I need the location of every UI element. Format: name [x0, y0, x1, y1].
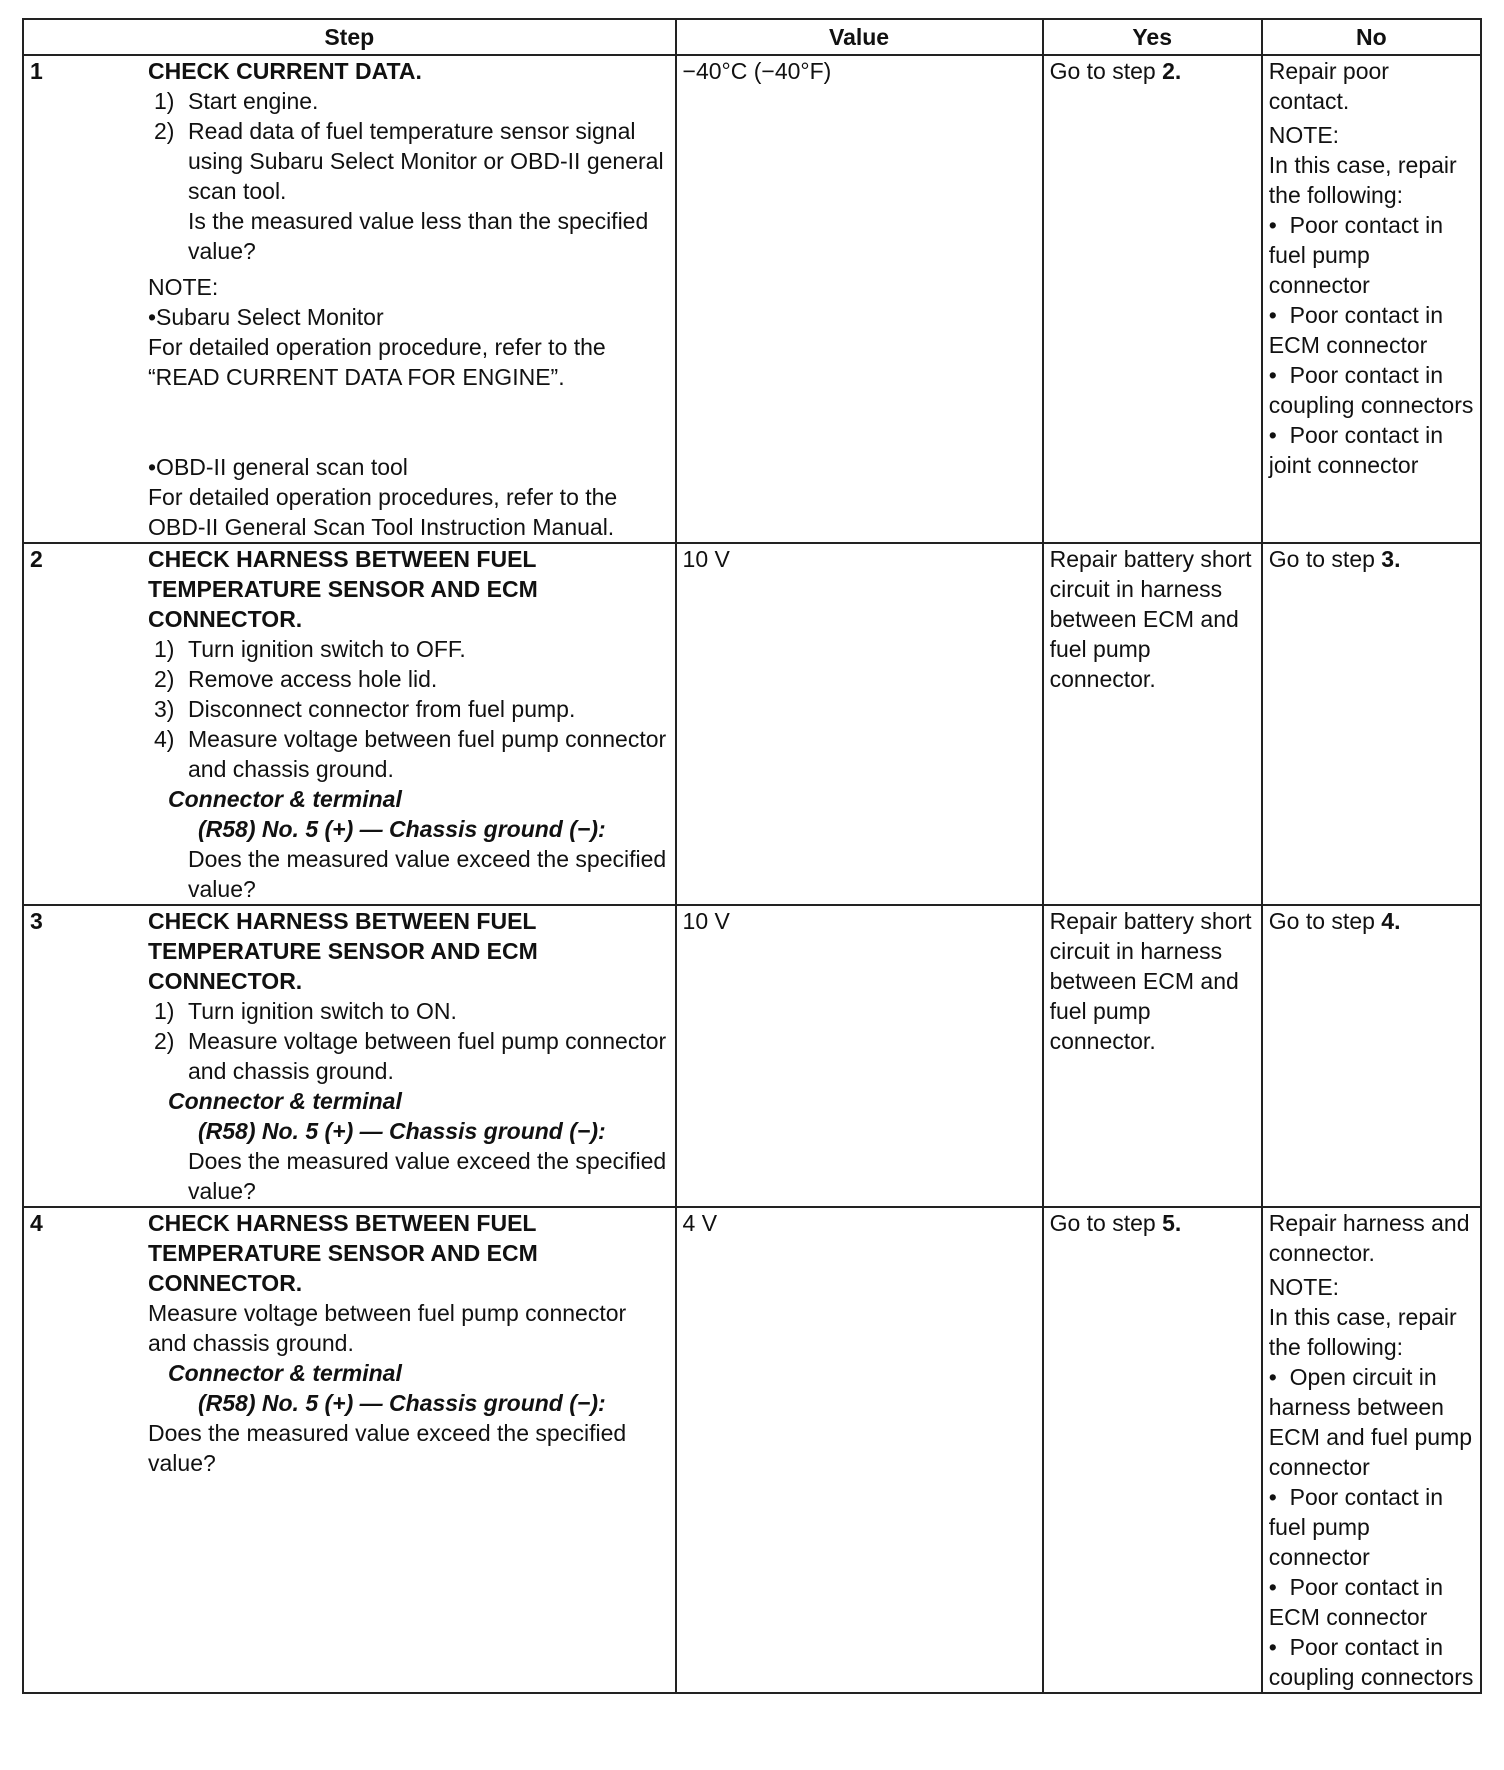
table-row — [23, 55, 1481, 543]
procedure-item: 1) Start engine. — [154, 88, 319, 114]
header-no: No — [1262, 19, 1481, 55]
procedure-list — [148, 996, 669, 1086]
table-row — [23, 543, 1481, 905]
connector-spec: (R58) No. 5 (+) — Chassis ground (−): — [198, 816, 606, 842]
list-item: • Poor contact in joint connector — [1269, 420, 1474, 480]
step-number: 1 — [30, 58, 43, 84]
table-header-row — [23, 19, 1481, 55]
procedure-list — [148, 634, 669, 784]
step-reference: 3. — [1381, 546, 1401, 572]
step-question: Does the measured value exceed the specified value? — [188, 846, 667, 902]
value-cell: 4 V — [676, 1207, 1043, 1693]
step-heading: CHECK HARNESS BETWEEN FUEL TEMPERATURE SENSOR AND ECM CONNECTOR. — [148, 546, 538, 632]
note-label: NOTE: — [148, 274, 219, 300]
repair-list — [1269, 210, 1474, 480]
step-question: Does the measured value exceed the specified value? — [148, 1420, 627, 1476]
diagnostic-procedure-page — [22, 18, 1482, 1694]
step-heading: CHECK CURRENT DATA. — [148, 58, 422, 84]
procedure-item: 3) Disconnect connector from fuel pump. — [154, 696, 576, 722]
connector-spec: (R58) No. 5 (+) — Chassis ground (−): — [198, 1118, 606, 1144]
note-item: For detailed operation procedure, refer to the “READ CURRENT DATA FOR ENGINE”. — [148, 334, 606, 390]
value-cell: 10 V — [676, 543, 1043, 905]
repair-list — [1269, 1362, 1474, 1692]
step-body — [148, 56, 669, 542]
step-heading: CHECK HARNESS BETWEEN FUEL TEMPERATURE SENSOR AND ECM CONNECTOR. — [148, 908, 538, 994]
procedure-list — [148, 86, 669, 206]
list-item: • Poor contact in ECM connector — [1269, 300, 1474, 360]
step-cell — [23, 543, 676, 905]
value-cell: −40°C (−40°F) — [676, 55, 1043, 543]
step-cell — [23, 905, 676, 1207]
connector-title: Connector & terminal — [168, 786, 402, 812]
header-yes: Yes — [1043, 19, 1262, 55]
no-cell: Go to step 3. — [1262, 543, 1481, 905]
yes-cell: Repair battery short circuit in harness between ECM and fuel pump connector. — [1043, 905, 1262, 1207]
list-item: • Poor contact in coupling connectors — [1269, 1632, 1474, 1692]
note-item: •OBD-II general scan tool — [148, 454, 408, 480]
list-item: • Poor contact in coupling connectors — [1269, 360, 1474, 420]
yes-cell: Repair battery short circuit in harness between ECM and fuel pump connector. — [1043, 543, 1262, 905]
note-label: NOTE: — [1268, 122, 1340, 148]
procedure-item: 2) Read data of fuel temperature sensor signal using Subaru Select Monitor or OBD-II general scan tool. — [154, 118, 664, 204]
value-cell: 10 V — [676, 905, 1043, 1207]
procedure-item: 2) Measure voltage between fuel pump connector and chassis ground. — [154, 1028, 667, 1084]
note-intro: In this case, repair the following: — [1268, 1304, 1457, 1360]
step-reference: 4. — [1381, 908, 1401, 934]
yes-cell: Go to step 2. — [1043, 55, 1262, 543]
procedure-item: 1) Turn ignition switch to ON. — [154, 998, 457, 1024]
note-item: •Subaru Select Monitor — [148, 304, 384, 330]
no-cell — [1262, 1207, 1481, 1693]
list-item: • Poor contact in ECM connector — [1269, 1572, 1474, 1632]
connector-spec: (R58) No. 5 (+) — Chassis ground (−): — [198, 1390, 606, 1416]
diagnostic-table — [22, 18, 1482, 1694]
connector-title: Connector & terminal — [168, 1360, 402, 1386]
step-body — [148, 544, 669, 904]
step-reference: 2. — [1162, 58, 1182, 84]
step-question: Does the measured value exceed the specified value? — [188, 1148, 667, 1204]
connector-title: Connector & terminal — [168, 1088, 402, 1114]
step-reference: 5. — [1162, 1210, 1182, 1236]
list-item: • Poor contact in fuel pump connector — [1269, 210, 1474, 300]
step-cell — [23, 1207, 676, 1693]
yes-cell: Go to step 5. — [1043, 1207, 1262, 1693]
table-row — [23, 905, 1481, 1207]
procedure-item: 4) Measure voltage between fuel pump connector and chassis ground. — [154, 726, 667, 782]
step-cell — [23, 55, 676, 543]
step-question: Is the measured value less than the specified value? — [188, 208, 649, 264]
no-action: Repair harness and connector. — [1268, 1210, 1470, 1266]
step-number: 2 — [30, 546, 43, 572]
step-body — [148, 1208, 669, 1478]
header-value: Value — [676, 19, 1043, 55]
no-action: Repair poor contact. — [1268, 58, 1389, 114]
step-body — [148, 906, 669, 1206]
step-instruction: Measure voltage between fuel pump connector and chassis ground. — [148, 1300, 627, 1356]
procedure-item: 2) Remove access hole lid. — [154, 666, 438, 692]
note-intro: In this case, repair the following: — [1268, 152, 1457, 208]
no-cell — [1262, 55, 1481, 543]
step-number: 3 — [30, 908, 43, 934]
list-item: • Poor contact in fuel pump connector — [1269, 1482, 1474, 1572]
table-row — [23, 1207, 1481, 1693]
note-label: NOTE: — [1268, 1274, 1340, 1300]
no-cell: Go to step 4. — [1262, 905, 1481, 1207]
header-step: Step — [23, 19, 676, 55]
note-item: For detailed operation procedures, refer to the OBD-II General Scan Tool Instruction Manual. — [148, 484, 618, 540]
step-heading: CHECK HARNESS BETWEEN FUEL TEMPERATURE SENSOR AND ECM CONNECTOR. — [148, 1210, 538, 1296]
step-number: 4 — [30, 1210, 43, 1236]
procedure-item: 1) Turn ignition switch to OFF. — [154, 636, 466, 662]
list-item: • Open circuit in harness between ECM and fuel pump connector — [1269, 1362, 1474, 1482]
